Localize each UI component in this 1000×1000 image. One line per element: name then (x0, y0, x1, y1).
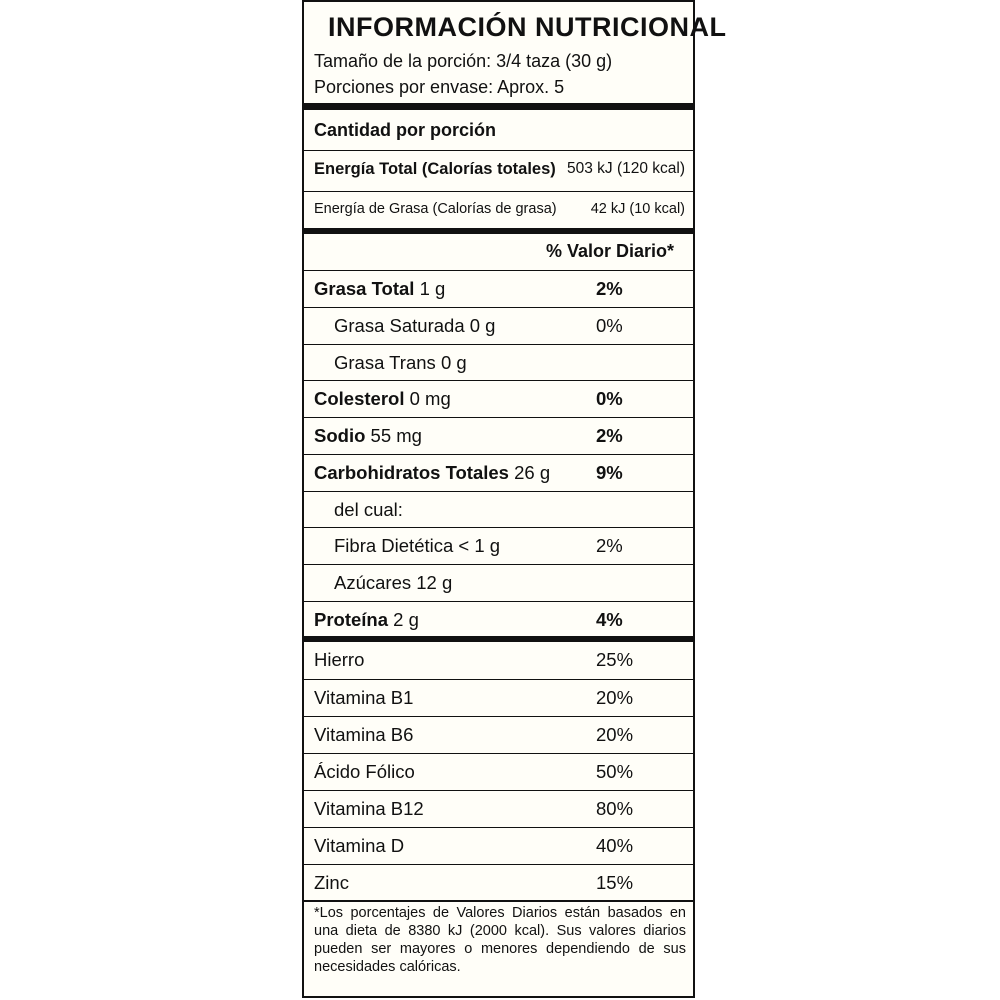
nutrient-label: Fibra Dietética < 1 g (334, 535, 501, 556)
nutrient-label: Grasa Saturada 0 g (334, 315, 496, 336)
amount-per-serving: Cantidad por porción (314, 120, 496, 140)
vitamin-label: Vitamina B6 (314, 724, 414, 745)
vitamin-row (304, 864, 693, 901)
dv-header: % Valor Diario* (546, 241, 675, 261)
vitamin-dv: 20% (596, 687, 634, 708)
vitamin-row (304, 790, 693, 827)
thick-divider (304, 103, 693, 110)
nutrient-row (304, 344, 693, 381)
energy-total-row (304, 150, 693, 187)
nutrient-row (304, 454, 693, 491)
nutrient-dv: 2% (596, 278, 623, 299)
nutrient-dv: 0% (596, 388, 623, 409)
energy-fat-label: Energía de Grasa (Calorías de grasa) (314, 201, 557, 217)
vitamin-dv: 25% (596, 649, 634, 670)
vitamin-label: Vitamina B1 (314, 687, 414, 708)
vitamin-row (304, 642, 693, 679)
dv-header-row (304, 234, 693, 271)
nutrient-label: Proteína 2 g (314, 609, 419, 630)
energy-fat-row (304, 191, 693, 228)
vitamin-dv: 40% (596, 835, 634, 856)
nutrient-label: Grasa Trans 0 g (334, 352, 467, 373)
servings-per-container: Porciones por envase: Aprox. 5 (314, 77, 565, 97)
nutrient-dv: 4% (596, 609, 623, 630)
label-title: INFORMACIÓN NUTRICIONAL (328, 12, 727, 42)
nutrient-row (304, 307, 693, 344)
nutrient-label: Sodio 55 mg (314, 425, 422, 446)
nutrition-facts-label (302, 0, 727, 998)
energy-fat-value: 42 kJ (10 kcal) (590, 201, 685, 217)
nutrient-label: Carbohidratos Totales 26 g (314, 462, 551, 483)
vitamin-dv: 50% (596, 761, 634, 782)
vitamin-row (304, 753, 693, 790)
nutrient-dv: 2% (596, 425, 623, 446)
vitamin-label: Vitamina B12 (314, 798, 424, 819)
vitamin-label: Vitamina D (314, 835, 405, 856)
vitamin-row (304, 827, 693, 864)
footnote: *Los porcentajes de Valores Diarios están basados en una dieta de 8380 kJ (2000 kcal). Sus valores diarios pueden ser mayores o menores dependiendo de sus necesidades calóricas. (314, 905, 686, 975)
energy-total-label: Energía Total (Calorías totales) (314, 160, 556, 178)
vitamin-dv: 20% (596, 724, 634, 745)
nutrient-row (304, 527, 693, 564)
nutrient-label: del cual: (334, 499, 403, 520)
energy-total-value: 503 kJ (120 kcal) (566, 160, 685, 177)
nutrient-row (304, 491, 693, 528)
nutrient-row (304, 417, 693, 454)
nutrient-label: Colesterol 0 mg (314, 388, 451, 409)
vitamin-label: Hierro (314, 649, 365, 670)
nutrient-dv: 9% (596, 462, 623, 483)
nutrient-dv: 2% (596, 535, 623, 556)
vitamin-dv: 80% (596, 798, 634, 819)
divider (304, 900, 693, 902)
serving-size: Tamaño de la porción: 3/4 taza (30 g) (314, 51, 613, 71)
vitamin-dv: 15% (596, 872, 634, 893)
nutrient-row (304, 564, 693, 601)
nutrient-dv: 0% (596, 315, 623, 336)
nutrient-label: Azúcares 12 g (334, 572, 453, 593)
vitamin-row (304, 679, 693, 716)
nutrient-row (304, 270, 693, 307)
nutrient-row (304, 380, 693, 417)
vitamin-label: Zinc (314, 872, 349, 893)
nutrient-label: Grasa Total 1 g (314, 278, 446, 299)
nutrient-row (304, 601, 693, 638)
vitamin-row (304, 716, 693, 753)
vitamin-label: Ácido Fólico (314, 761, 415, 782)
